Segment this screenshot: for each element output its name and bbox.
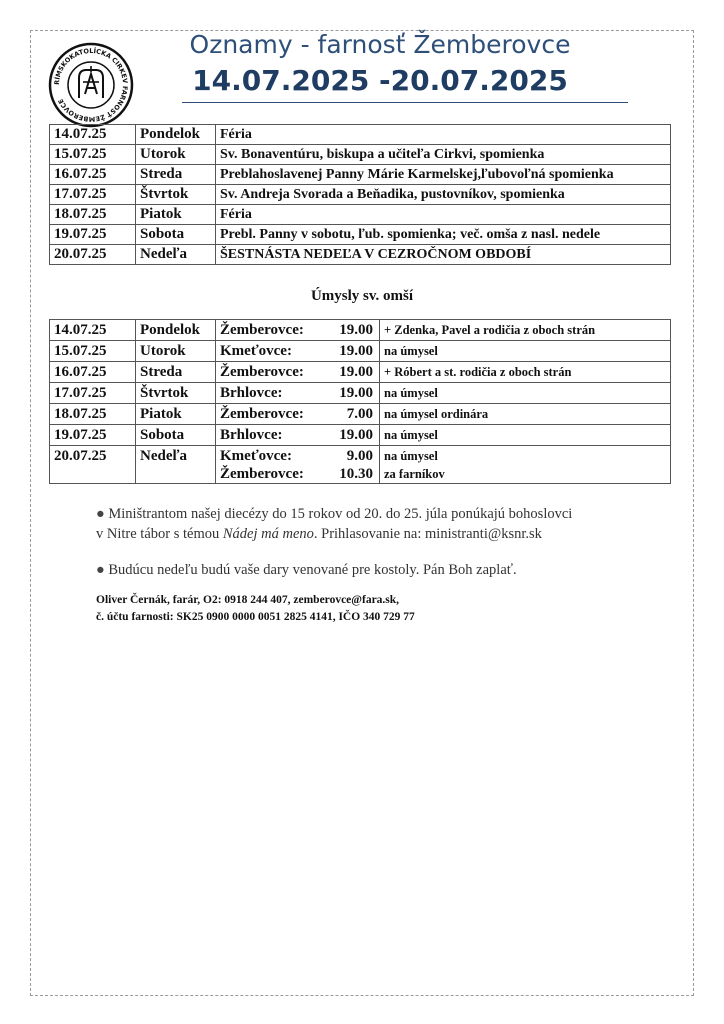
liturgy-table	[49, 124, 671, 265]
time-cell	[328, 446, 380, 484]
time-cell: 19.00	[328, 341, 380, 362]
date-cell: 16.07.25	[50, 165, 136, 185]
bullet-icon: ●	[96, 506, 105, 522]
liturgy-cell: Sv. Andreja Svorada a Beňadika, pustovníkov, spomienka	[216, 185, 671, 205]
table-row	[50, 185, 671, 205]
table-row	[50, 225, 671, 245]
time-line: 9.00	[346, 448, 373, 464]
date-cell: 19.07.25	[50, 425, 136, 446]
time-cell: 7.00	[328, 404, 380, 425]
intent-cell: na úmysel	[380, 341, 671, 362]
time-cell: 19.00	[328, 425, 380, 446]
place-cell: Žemberovce:	[216, 404, 328, 425]
note-emphasis: Nádej má meno	[222, 526, 314, 542]
place-line: Kmeťovce:	[220, 448, 292, 464]
date-cell: 18.07.25	[50, 404, 136, 425]
table-row	[50, 165, 671, 185]
liturgy-cell: Féria	[216, 205, 671, 225]
day-cell: Nedeľa	[136, 245, 216, 265]
date-cell: 20.07.25	[50, 245, 136, 265]
contact-footer	[96, 592, 415, 626]
svg-text:RÍMSKOKATOLÍCKA CIRKEV FARNOSŤ: RÍMSKOKATOLÍCKA CIRKEV FARNOSŤ ŽEMBEROVCE	[52, 46, 130, 124]
day-cell: Sobota	[136, 425, 216, 446]
table-row	[50, 320, 671, 341]
date-cell: 14.07.25	[50, 125, 136, 145]
liturgy-cell: Sv. Bonaventúru, biskupa a učiteľa Cirkvi, spomienka	[216, 145, 671, 165]
intent-cell: + Zdenka, Pavel a rodičia z oboch strán	[380, 320, 671, 341]
place-cell: Žemberovce:	[216, 362, 328, 383]
announcement-collection	[96, 560, 666, 580]
table-row	[50, 383, 671, 404]
masses-heading: Úmysly sv. omší	[310, 288, 414, 304]
liturgy-cell: Preblahoslavenej Panny Márie Karmelskej,ľubovoľná spomienka	[216, 165, 671, 185]
place-cell: Brhlovce:	[216, 425, 328, 446]
note-text: v Nitre tábor s témou	[96, 526, 223, 542]
place-line: Žemberovce:	[220, 466, 304, 482]
intent-line: za farníkov	[384, 467, 445, 481]
liturgy-cell: Prebl. Panny v sobotu, ľub. spomienka; več. omša z nasl. nedele	[216, 225, 671, 245]
day-cell: Pondelok	[136, 125, 216, 145]
date-cell: 16.07.25	[50, 362, 136, 383]
table-row	[50, 145, 671, 165]
day-cell: Štvrtok	[136, 383, 216, 404]
place-cell	[216, 446, 328, 484]
place-cell: Brhlovce:	[216, 383, 328, 404]
date-cell: 17.07.25	[50, 185, 136, 205]
time-cell: 19.00	[328, 362, 380, 383]
time-cell: 19.00	[328, 383, 380, 404]
day-cell: Štvrtok	[136, 185, 216, 205]
day-cell: Streda	[136, 362, 216, 383]
note-text: Budúcu nedeľu budú vaše dary venované pre kostoly. Pán Boh zaplať.	[108, 562, 517, 578]
place-cell: Žemberovce:	[216, 320, 328, 341]
intent-cell	[380, 446, 671, 484]
title-underline	[182, 102, 628, 103]
footer-line: Oliver Černák, farár, O2: 0918 244 407, zemberovce@fara.sk,	[96, 594, 400, 606]
table-row	[50, 404, 671, 425]
date-cell: 14.07.25	[50, 320, 136, 341]
liturgy-cell: Féria	[216, 125, 671, 145]
liturgy-cell: ŠESTNÁSTA NEDEĽA V CEZROČNOM OBDOBÍ	[216, 245, 671, 265]
footer-line: č. účtu farnosti: SK25 0900 0000 0051 2825 4141, IČO 340 729 77	[96, 611, 415, 623]
note-text: Miništrantom našej diecézy do 15 rokov od 20. do 25. júla ponúkajú bohoslovci	[108, 506, 573, 522]
date-cell: 20.07.25	[50, 446, 136, 484]
table-row	[50, 245, 671, 265]
date-range: 14.07.2025 -20.07.2025	[192, 64, 568, 97]
time-line: 10.30	[339, 466, 373, 482]
bullet-icon: ●	[96, 562, 105, 578]
day-cell: Streda	[136, 165, 216, 185]
intent-cell: + Róbert a st. rodičia z oboch strán	[380, 362, 671, 383]
table-row	[50, 362, 671, 383]
table-row	[50, 341, 671, 362]
place-cell: Kmeťovce:	[216, 341, 328, 362]
note-text: . Prihlasovanie na: ministranti@ksnr.sk	[313, 526, 542, 542]
table-row	[50, 205, 671, 225]
day-cell: Utorok	[136, 145, 216, 165]
page-title: Oznamy - farnosť Žemberovce	[189, 30, 571, 59]
masses-table	[49, 319, 671, 484]
time-cell: 19.00	[328, 320, 380, 341]
intent-cell: na úmysel	[380, 383, 671, 404]
day-cell: Piatok	[136, 205, 216, 225]
day-cell: Nedeľa	[136, 446, 216, 484]
day-cell: Sobota	[136, 225, 216, 245]
intent-cell: na úmysel	[380, 425, 671, 446]
day-cell: Pondelok	[136, 320, 216, 341]
table-row	[50, 125, 671, 145]
parish-seal-logo	[48, 42, 134, 128]
day-cell: Utorok	[136, 341, 216, 362]
intent-line: na úmysel	[384, 449, 438, 463]
date-cell: 17.07.25	[50, 383, 136, 404]
date-cell: 15.07.25	[50, 145, 136, 165]
day-cell: Piatok	[136, 404, 216, 425]
intent-cell: na úmysel ordinára	[380, 404, 671, 425]
table-row	[50, 425, 671, 446]
date-cell: 15.07.25	[50, 341, 136, 362]
table-row-sunday	[50, 446, 671, 484]
date-cell: 18.07.25	[50, 205, 136, 225]
date-cell: 19.07.25	[50, 225, 136, 245]
announcement-altar-servers	[96, 504, 666, 544]
